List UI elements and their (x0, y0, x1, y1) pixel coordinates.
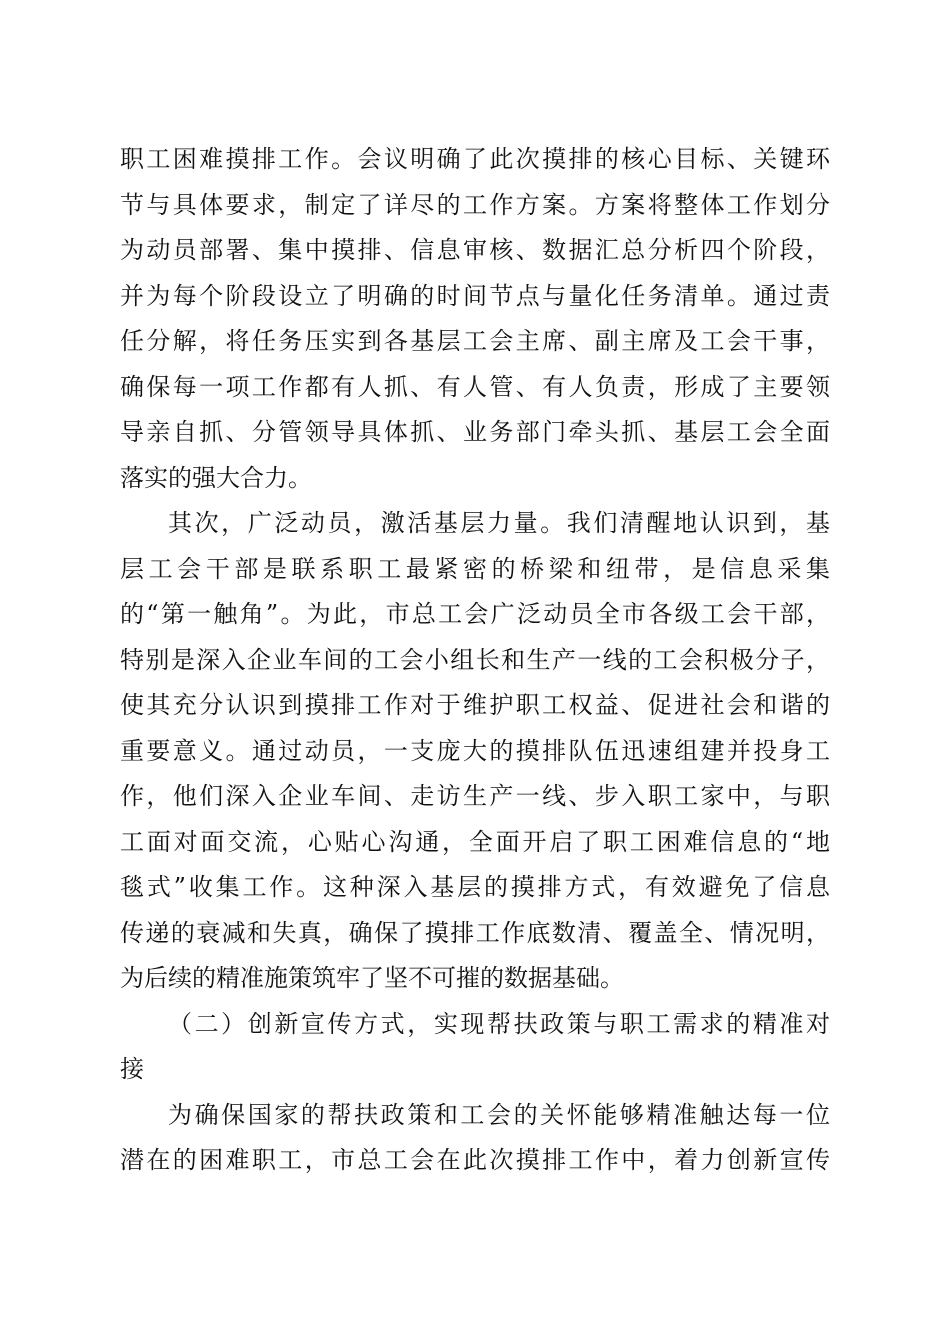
paragraph-first-line: 为确保国家的帮扶政策和工会的关怀能够精准触达每一位 (168, 1100, 830, 1129)
document-body (120, 137, 830, 1184)
body-line: 职工困难摸排工作。会议明确了此次摸排的核心目标、关键环 (120, 145, 830, 173)
section-heading: （二）创新宣传方式，实现帮扶政策与职工需求的精准对 (168, 1009, 830, 1038)
body-line: 作，他们深入企业车间、走访生产一线、步入职工家中，与职 (120, 782, 830, 810)
body-line: 并为每个阶段设立了明确的时间节点与量化任务清单。通过责 (120, 281, 830, 310)
body-line: 层工会干部是联系职工最紧密的桥梁和纽带，是信息采集 (120, 554, 830, 583)
paragraph-first-line: 其次，广泛动员，激活基层力量。我们清醒地认识到，基 (168, 509, 830, 537)
body-line: 毯式”收集工作。这种深入基层的摸排方式，有效避免了信息 (120, 873, 830, 901)
body-line: 传递的衰减和失真，确保了摸排工作底数清、覆盖全、情况明， (120, 918, 830, 947)
body-line: 为动员部署、集中摸排、信息审核、数据汇总分析四个阶段， (120, 236, 830, 264)
body-line: 潜在的困难职工，市总工会在此次摸排工作中，着力创新宣传 (120, 1146, 830, 1174)
body-line: 确保每一项工作都有人抓、有人管、有人负责，形成了主要领 (120, 372, 830, 401)
body-line: 节与具体要求，制定了详尽的工作方案。方案将整体工作划分 (120, 190, 830, 219)
body-line: 落实的强大合力。 (120, 463, 312, 492)
body-line: 为后续的精准施策筑牢了坚不可摧的数据基础。 (120, 964, 624, 992)
body-line: 工面对面交流，心贴心沟通，全面开启了职工困难信息的“地 (120, 827, 830, 856)
section-heading-continuation: 接 (120, 1055, 144, 1083)
body-line: 特别是深入企业车间的工会小组长和生产一线的工会积极分子， (120, 645, 830, 674)
body-line: 使其充分认识到摸排工作对于维护职工权益、促进社会和谐的 (120, 691, 830, 719)
body-line: 导亲自抓、分管领导具体抓、业务部门牵头抓、基层工会全面 (120, 418, 830, 446)
body-line: 任分解，将任务压实到各基层工会主席、副主席及工会干事， (120, 327, 830, 355)
body-line: 的“第一触角”。为此，市总工会广泛动员全市各级工会干部， (120, 600, 830, 628)
body-line: 重要意义。通过动员，一支庞大的摸排队伍迅速组建并投身工 (120, 736, 830, 765)
